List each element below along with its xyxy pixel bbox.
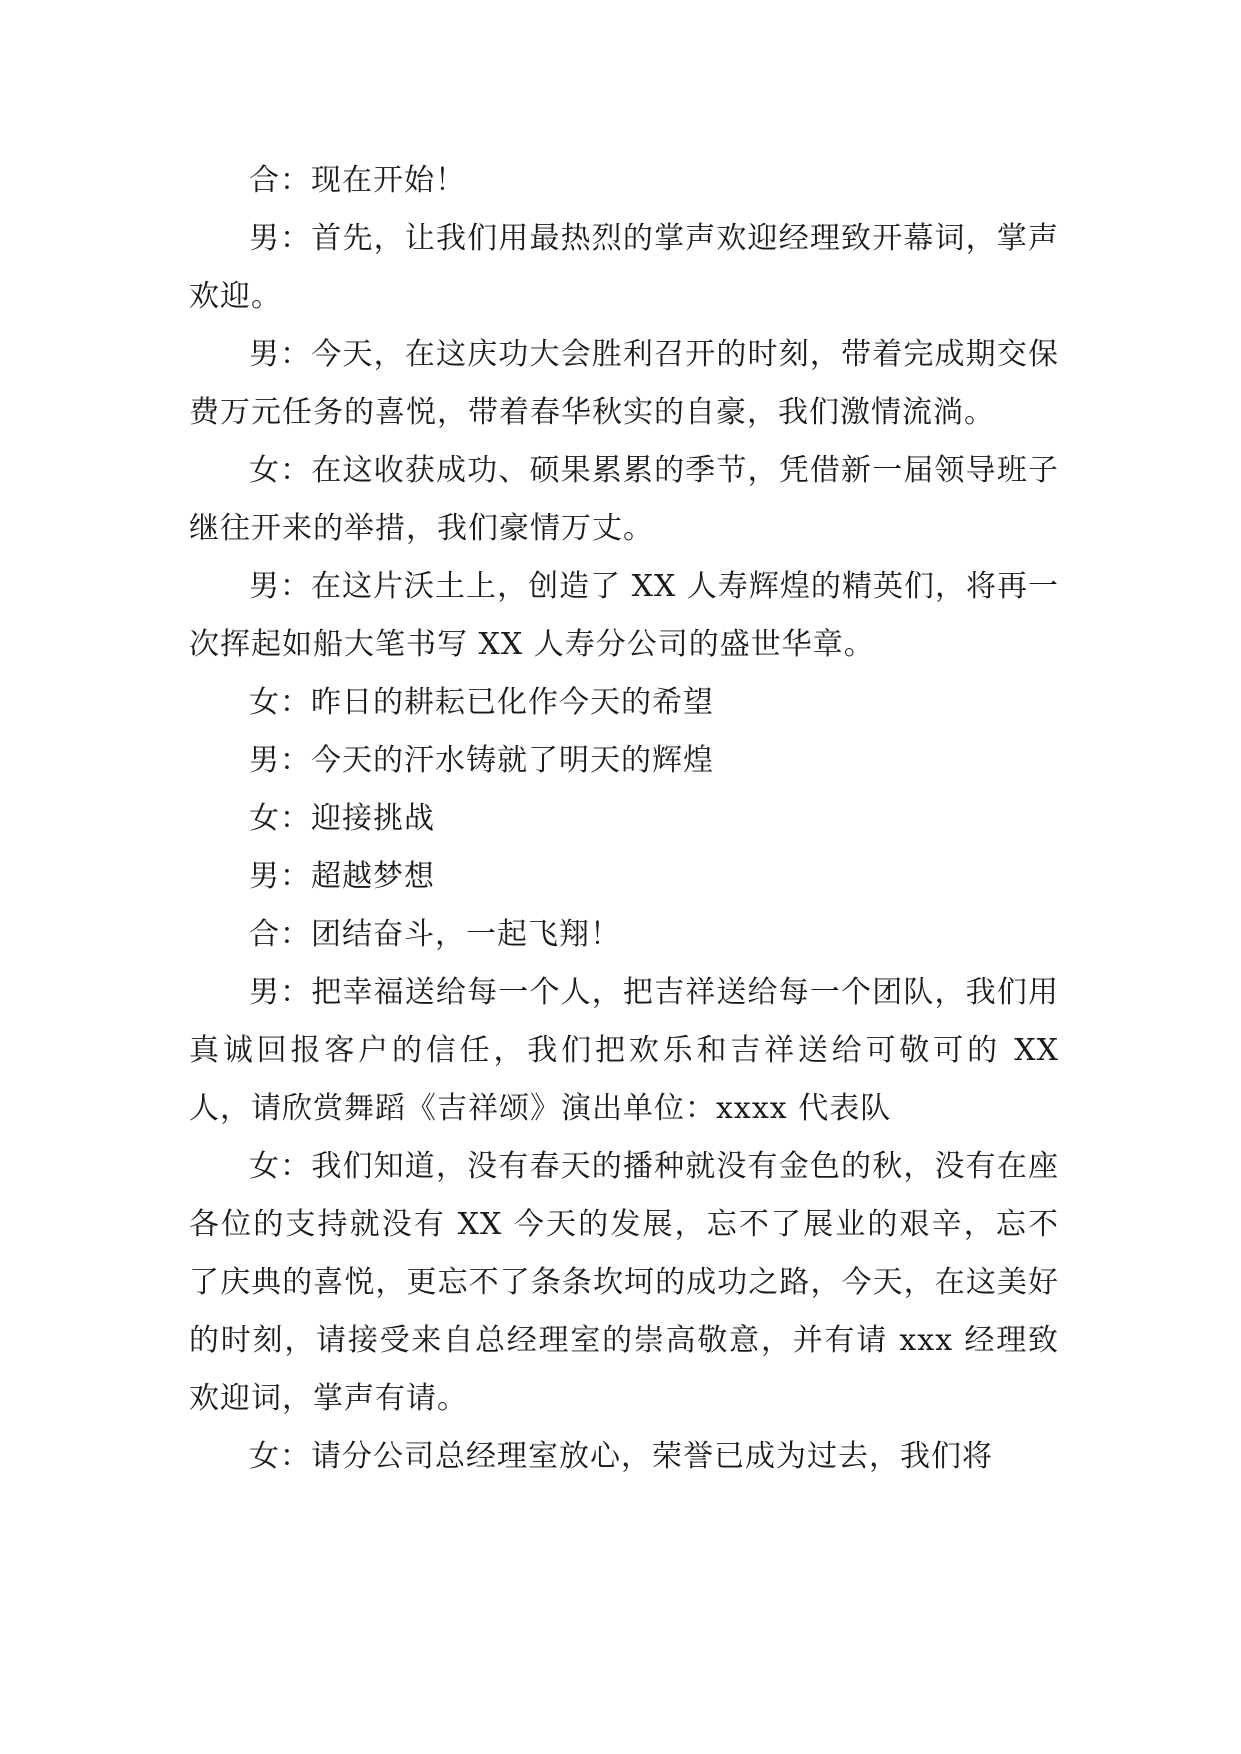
paragraph: 女：在这收获成功、硕果累累的季节，凭借新一届领导班子继往开来的举措，我们豪情万丈。 <box>189 453 1059 546</box>
paragraph: 男：今天的汗水铸就了明天的辉煌 <box>249 743 714 778</box>
paragraph: 女：迎接挑战 <box>249 801 435 836</box>
paragraph: 合：团结奋斗，一起飞翔！ <box>249 917 621 952</box>
paragraph: 男：把幸福送给每一个人，把吉祥送给每一个团队，我们用真诚回报客户的信任，我们把欢乐和吉祥送给可敬可的 XX 人，请欣赏舞蹈《吉祥颂》演出单位：xxxx 代表队 <box>189 975 1059 1126</box>
paragraph: 男：在这片沃土上，创造了 XX 人寿辉煌的精英们，将再一次挥起如船大笔书写 XX 人寿分公司的盛世华章。 <box>189 569 1059 662</box>
document-page <box>189 152 1059 1486</box>
paragraph: 男：首先，让我们用最热烈的掌声欢迎经理致开幕词，掌声欢迎。 <box>189 221 1059 314</box>
paragraph: 女：请分公司总经理室放心，荣誉已成为过去，我们将 <box>249 1439 993 1474</box>
paragraph: 合：现在开始！ <box>249 163 466 198</box>
paragraph: 男：今天，在这庆功大会胜利召开的时刻，带着完成期交保费万元任务的喜悦，带着春华秋实的自豪，我们激情流淌。 <box>189 337 1059 430</box>
paragraph: 女：昨日的耕耘已化作今天的希望 <box>249 685 714 720</box>
paragraph: 男：超越梦想 <box>249 859 435 894</box>
paragraph: 女：我们知道，没有春天的播种就没有金色的秋，没有在座各位的支持就没有 XX 今天的发展，忘不了展业的艰辛，忘不了庆典的喜悦，更忘不了条条坎坷的成功之路，今天，在这美好的时刻，请接受来自总经理室的崇高敬意，并有请 xxx 经理致欢迎词，掌声有请。 <box>189 1149 1059 1416</box>
